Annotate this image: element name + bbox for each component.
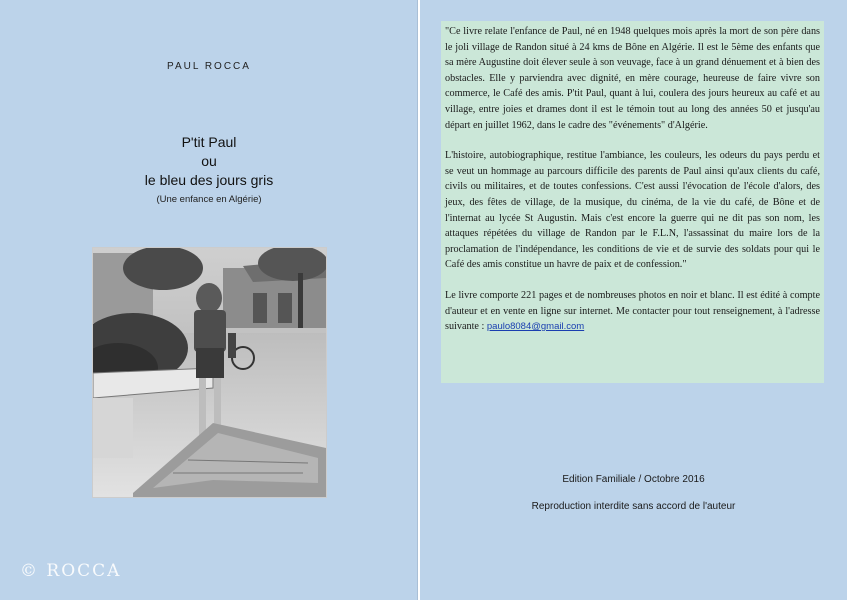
title-line-1: P'tit Paul: [181, 134, 237, 150]
edition-info: Edition Familiale / Octobre 2016: [562, 474, 705, 485]
description-paragraph-1: "Ce livre relate l'enfance de Paul, né en 1948 quelques mois après la mort de son père dans le joli village de Randon situé à 24 kms de Bône en Algérie. Il est le 5ème des enfants que sa mère Augustine doit élever seule à son veuvage, face à un grand dénuement et à bien des obstacles. Elle y parviendra avec dignité, en mère courage, heureuse de faire vivre son commerce, le Café des amis. P'tit Paul, quant à lui, coulera des jours heureux au café et au village, entre joies et drames dont il est le témoin tout au long des années 50 et jusqu'au départ en juillet 1962, dans le cadre des "événements" d'Algérie.: [445, 26, 820, 131]
copyright-watermark: © ROCCA: [20, 561, 122, 581]
author-name: PAUL ROCCA: [167, 61, 251, 72]
front-cover-page: [0, 0, 418, 600]
title-line-3: le bleu des jours gris: [144, 172, 274, 188]
cover-photo: [92, 247, 327, 498]
contact-text: Le livre comporte 221 pages et de nombreuses photos en noir et blanc. Il est édité à compte d'auteur et en vente en ligne sur internet. Me contacter pour tout renseignement, à l'adresse suivante :: [445, 289, 820, 333]
reproduction-notice: Reproduction interdite sans accord de l'auteur: [531, 501, 736, 512]
book-title-block: [0, 133, 418, 205]
book-subtitle: (Une enfance en Algérie): [156, 194, 262, 205]
contact-email-link[interactable]: paulo8084@gmail.com: [486, 321, 585, 333]
title-line-2: ou: [201, 153, 217, 169]
description-paragraph-2: L'histoire, autobiographique, restitue l'ambiance, les couleurs, les odeurs du pays perdu et se veut un hommage au parcours difficile des parents de Paul ainsi qu'aux clients du café, civils ou militaires, et de toutes confessions. C'est aussi l'évocation de l'école d'alors, des jeux, des fêtes de village, de la musique, du cinéma, de la vie du café, de Bône et de l'internat au lycée St Augustin. Mais c'est encore la guerre qui ne dit pas son nom, les attaques répétées du village de Randon par le F.L.N, l'assassinat du maire lors de la proclamation de l'indépendance, les conditions de vie et de survie des soldats pour qui le Café des amis constitue un havre de paix et de confession.": [445, 150, 820, 271]
book-description: [441, 21, 824, 383]
description-paragraph-3: [445, 288, 820, 335]
